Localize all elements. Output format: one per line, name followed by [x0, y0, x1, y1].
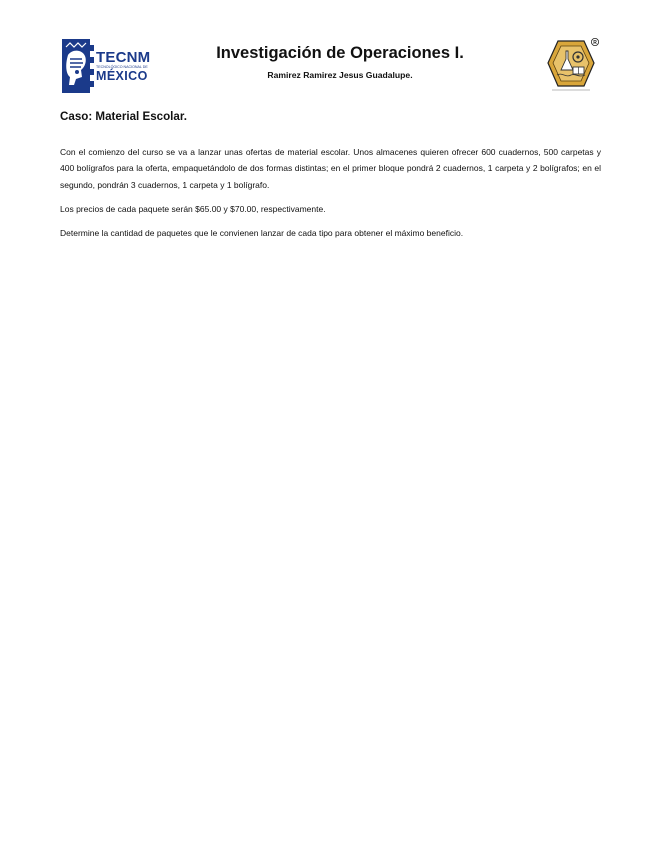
task-paragraph: Determine la cantidad de paquetes que le convienen lanzar de cada tipo para obtener el máximo beneficio.	[60, 228, 464, 238]
school-emblem-icon	[544, 37, 602, 93]
logo-text-tagline: TECNOLÓGICO NACIONAL DE	[96, 65, 148, 69]
logo-text-mexico: MÉXICO	[96, 69, 148, 83]
school-emblem	[544, 37, 602, 93]
logo-text-tecnm: TECNM	[96, 49, 151, 66]
problem-paragraph: Con el comienzo del curso se va a lanzar unas ofertas de material escolar. Unos almacenes quieren ofrecer 600 cuadernos, 500 carpetas y 400 bolígrafos para la oferta, empaquetándolo de dos formas distintas; en el primer bloque pondrá 2 cuadernos, 1 carpeta y 2 bolígrafos; en el segundo, pondrán 3 cuadernos, 1 carpeta y 1 bolígrafo.	[60, 147, 601, 190]
case-title: Caso: Material Escolar.	[60, 110, 187, 123]
author-name: Ramirez Ramirez Jesus Guadalupe.	[267, 70, 413, 80]
document-header	[0, 0, 655, 105]
prices-paragraph: Los precios de cada paquete serán $65.00 y $70.00, respectivamente.	[60, 204, 326, 214]
tecnm-logo-icon	[60, 39, 96, 93]
svg-text:R: R	[593, 40, 597, 46]
tecnm-logo	[60, 39, 152, 93]
document-title: Investigación de Operaciones I.	[216, 44, 464, 62]
